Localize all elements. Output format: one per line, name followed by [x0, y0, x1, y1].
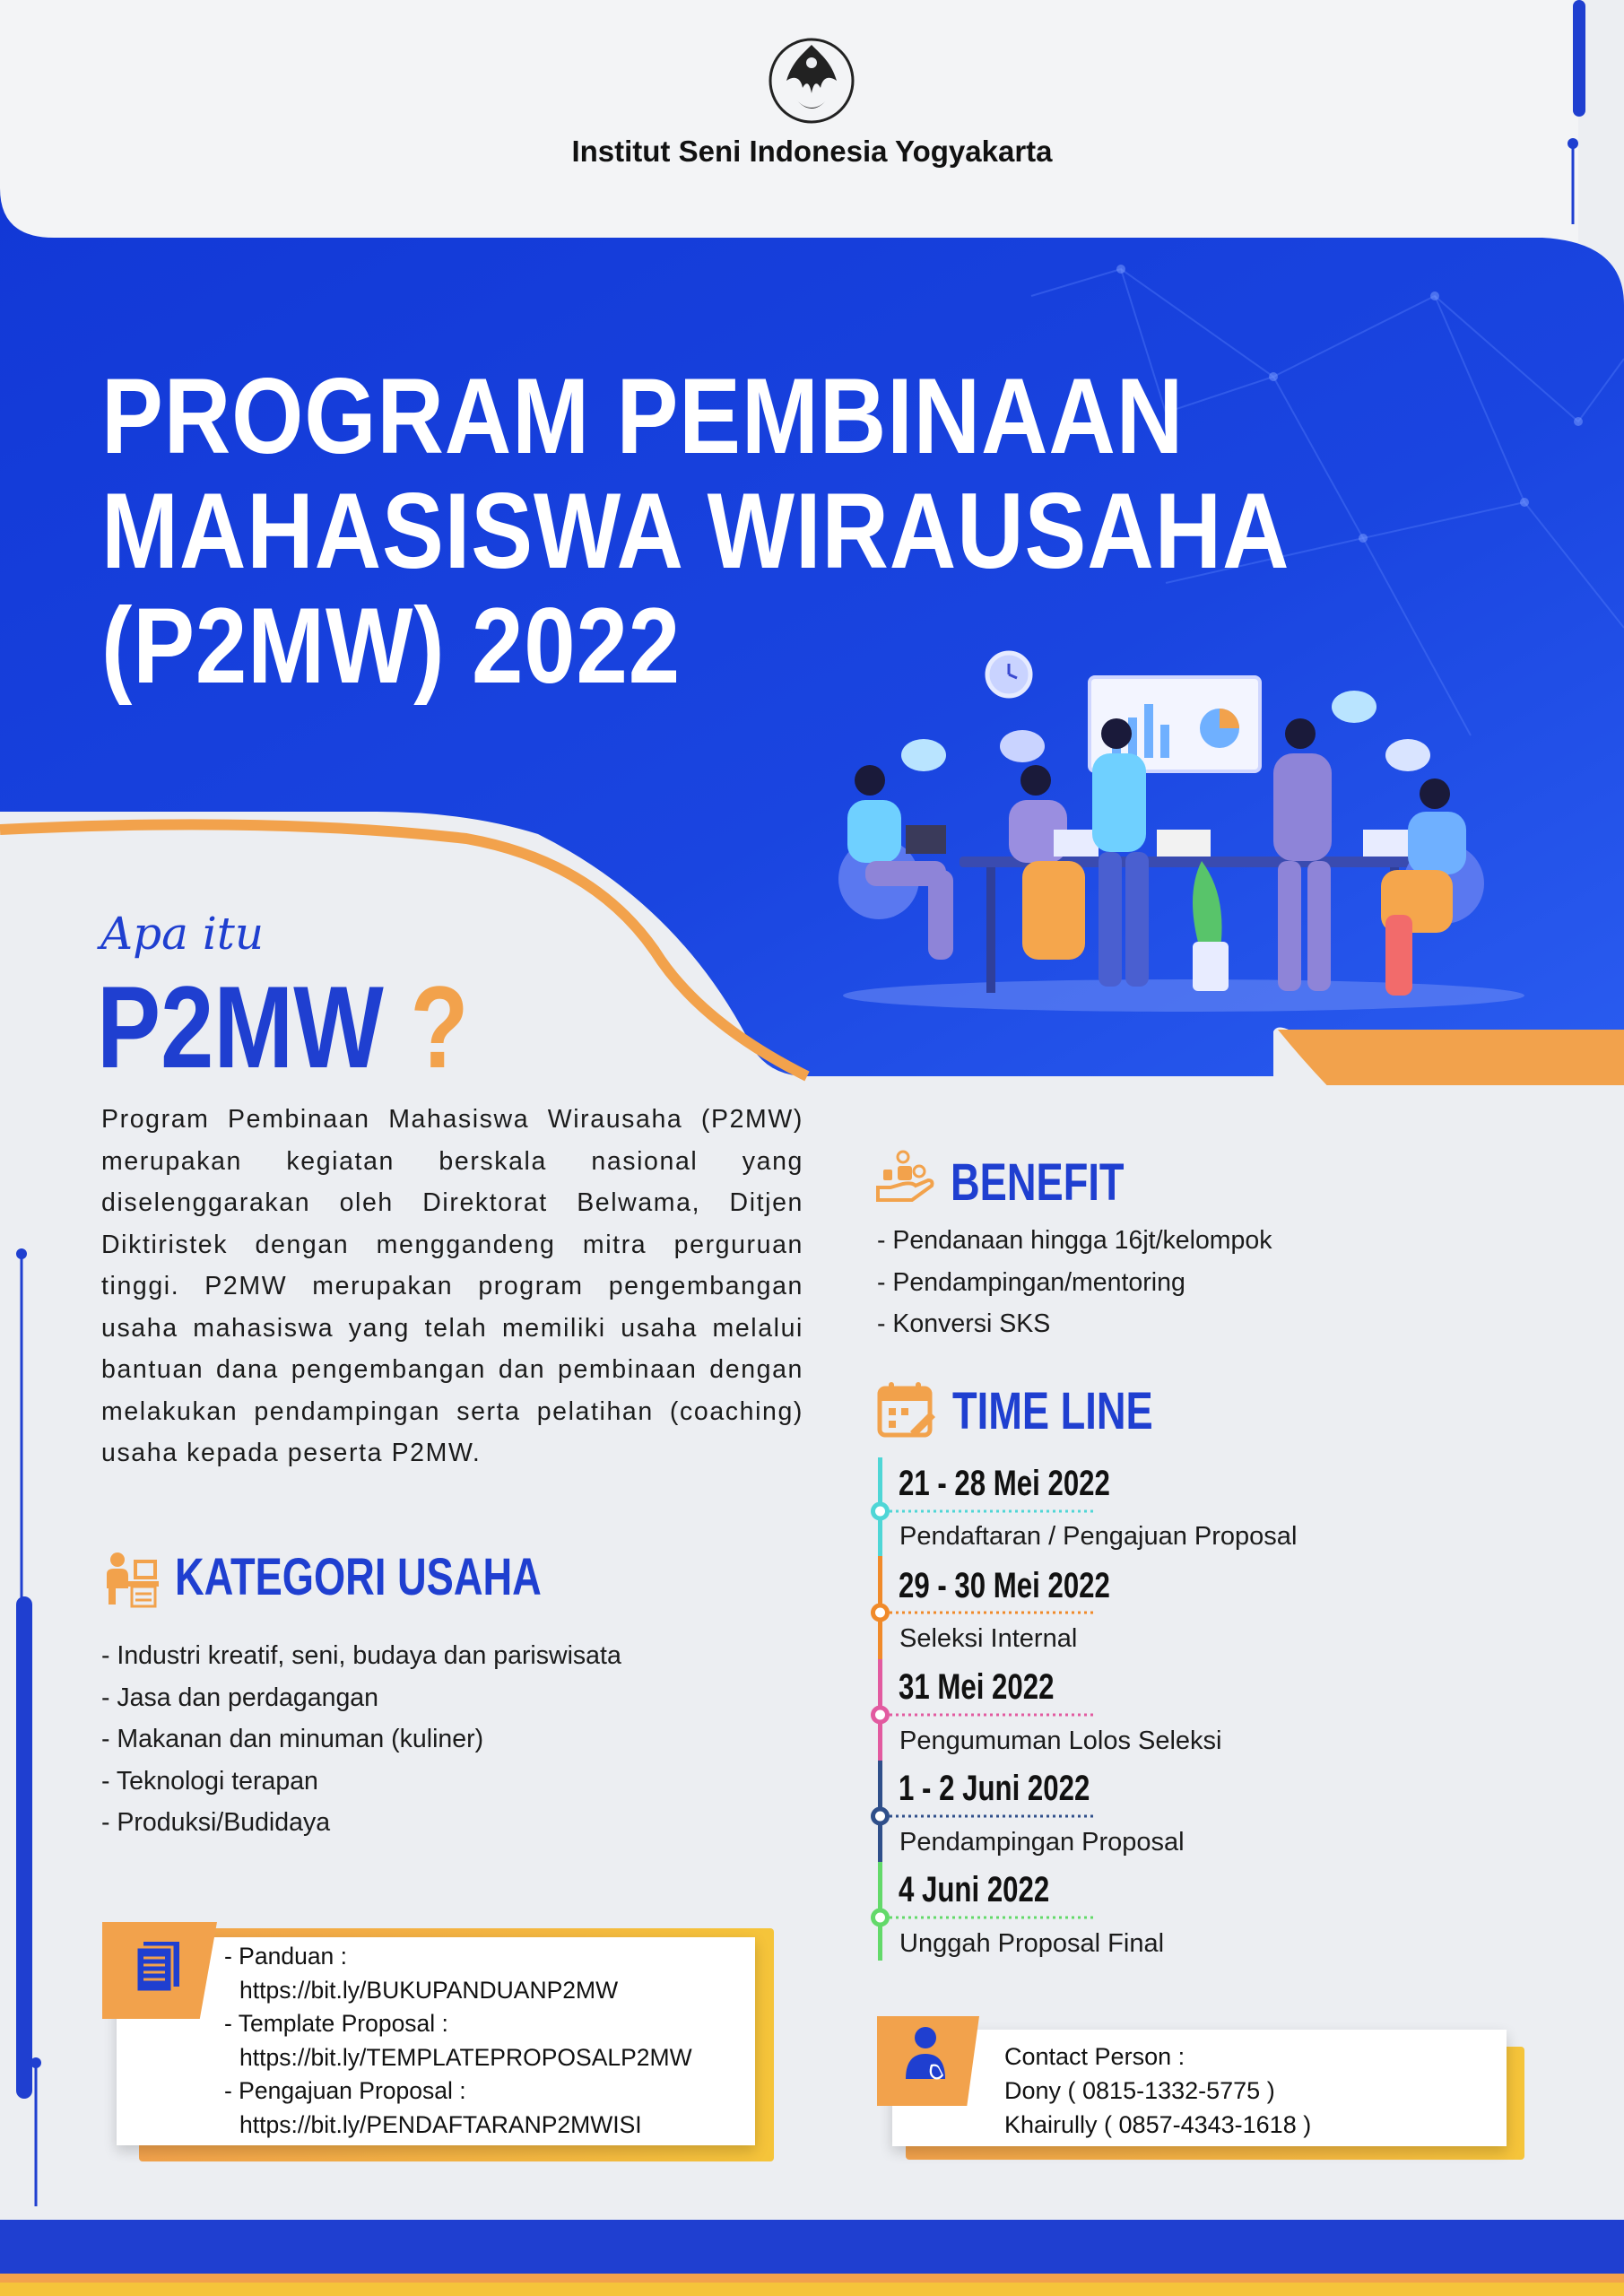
timeline-date: 21 - 28 Mei 2022 [899, 1464, 1110, 1503]
links-label: - Panduan : [224, 1943, 348, 1970]
timeline-desc: Pendampingan Proposal [899, 1828, 1185, 1857]
contact-entry[interactable]: Khairully ( 0857-4343-1618 ) [1004, 2111, 1312, 2138]
timeline-date: 29 - 30 Mei 2022 [899, 1566, 1110, 1605]
kategori-title: KATEGORI USAHA [175, 1548, 542, 1606]
p2mw-heading [97, 960, 469, 1094]
calendar-icon [876, 1379, 935, 1439]
program-description: Program Pembinaan Mahasiswa Wirausaha (P2MW) merupakan kegiatan berskala nasional yang diselenggarakan oleh Direktorat Belwama, Ditjen Diktiristek dengan menggandeng mitra perguruan tinggi. P2MW merupakan program pengembangan usaha mahasiswa yang telah memiliki usaha melalui bantuan dana pengembangan dan pembinaan dengan melakukan pendampingan serta pelatihan (coaching) usaha kepada peserta P2MW. [101, 1105, 803, 1467]
timeline-title: TIME LINE [952, 1382, 1153, 1440]
timeline-desc: Pendaftaran / Pengajuan Proposal [899, 1522, 1298, 1551]
question-mark: ? [410, 961, 469, 1092]
hero-title-line: MAHASISWA WIRAUSAHA [101, 471, 1290, 591]
timeline-desc: Unggah Proposal Final [899, 1929, 1165, 1958]
list-item: - Teknologi terapan [101, 1766, 318, 1796]
links-list [224, 1940, 692, 2142]
links-label: - Template Proposal : [224, 2010, 448, 2037]
link-url[interactable]: https://bit.ly/PENDAFTARANP2MWISI [239, 2110, 642, 2138]
footer-band [0, 2170, 1624, 2296]
links-label: - Pengajuan Proposal : [224, 2077, 466, 2104]
hero-title-line: (P2MW) 2022 [101, 586, 682, 706]
kategori-list [101, 1635, 621, 1844]
link-url[interactable]: https://bit.ly/TEMPLATEPROPOSALP2MW [239, 2043, 692, 2071]
timeline-marker [873, 1708, 888, 1722]
list-item: - Produksi/Budidaya [101, 1808, 331, 1837]
desk-worker-icon [101, 1549, 161, 1608]
timeline-marker [873, 1605, 888, 1620]
list-item: - Konversi SKS [877, 1309, 1051, 1338]
list-item: - Industri kreatif, seni, budaya dan pariswisata [101, 1641, 621, 1670]
timeline-date: 31 Mei 2022 [899, 1667, 1055, 1707]
document-icon [133, 1940, 183, 1994]
link-url[interactable]: https://bit.ly/BUKUPANDUANP2MW [239, 1976, 619, 2004]
list-item: - Pendanaan hingga 16jt/kelompok [877, 1226, 1272, 1255]
timeline-marker [873, 1504, 888, 1518]
money-hand-icon [876, 1148, 935, 1207]
benefit-title: BENEFIT [951, 1153, 1125, 1212]
benefit-list [877, 1220, 1272, 1345]
list-item: - Makanan dan minuman (kuliner) [101, 1725, 484, 1753]
contact-label: Contact Person : [1004, 2043, 1185, 2070]
contact-list [1004, 2039, 1311, 2142]
apa-itu-label: Apa itu [100, 908, 265, 960]
hero-title-line: PROGRAM PEMBINAAN [101, 356, 1185, 476]
phone-person-icon [904, 2025, 954, 2086]
timeline-marker [873, 1809, 888, 1823]
timeline-marker [873, 1910, 888, 1925]
list-item: - Pendampingan/mentoring [877, 1267, 1185, 1297]
timeline-date: 1 - 2 Juni 2022 [899, 1769, 1090, 1808]
institution-logo-icon [767, 36, 856, 126]
p2mw-label: P2MW [97, 961, 384, 1092]
institution-name: Institut Seni Indonesia Yogyakarta [571, 135, 1053, 168]
timeline-date: 4 Juni 2022 [899, 1870, 1050, 1909]
list-item: - Jasa dan perdagangan [101, 1683, 378, 1712]
team-meeting-illustration [825, 646, 1524, 1022]
left-edge-decoration [0, 1238, 54, 2206]
timeline-desc: Pengumuman Lolos Seleksi [899, 1726, 1222, 1755]
contact-entry[interactable]: Dony ( 0815-1332-5775 ) [1004, 2077, 1275, 2104]
timeline-desc: Seleksi Internal [899, 1624, 1078, 1653]
